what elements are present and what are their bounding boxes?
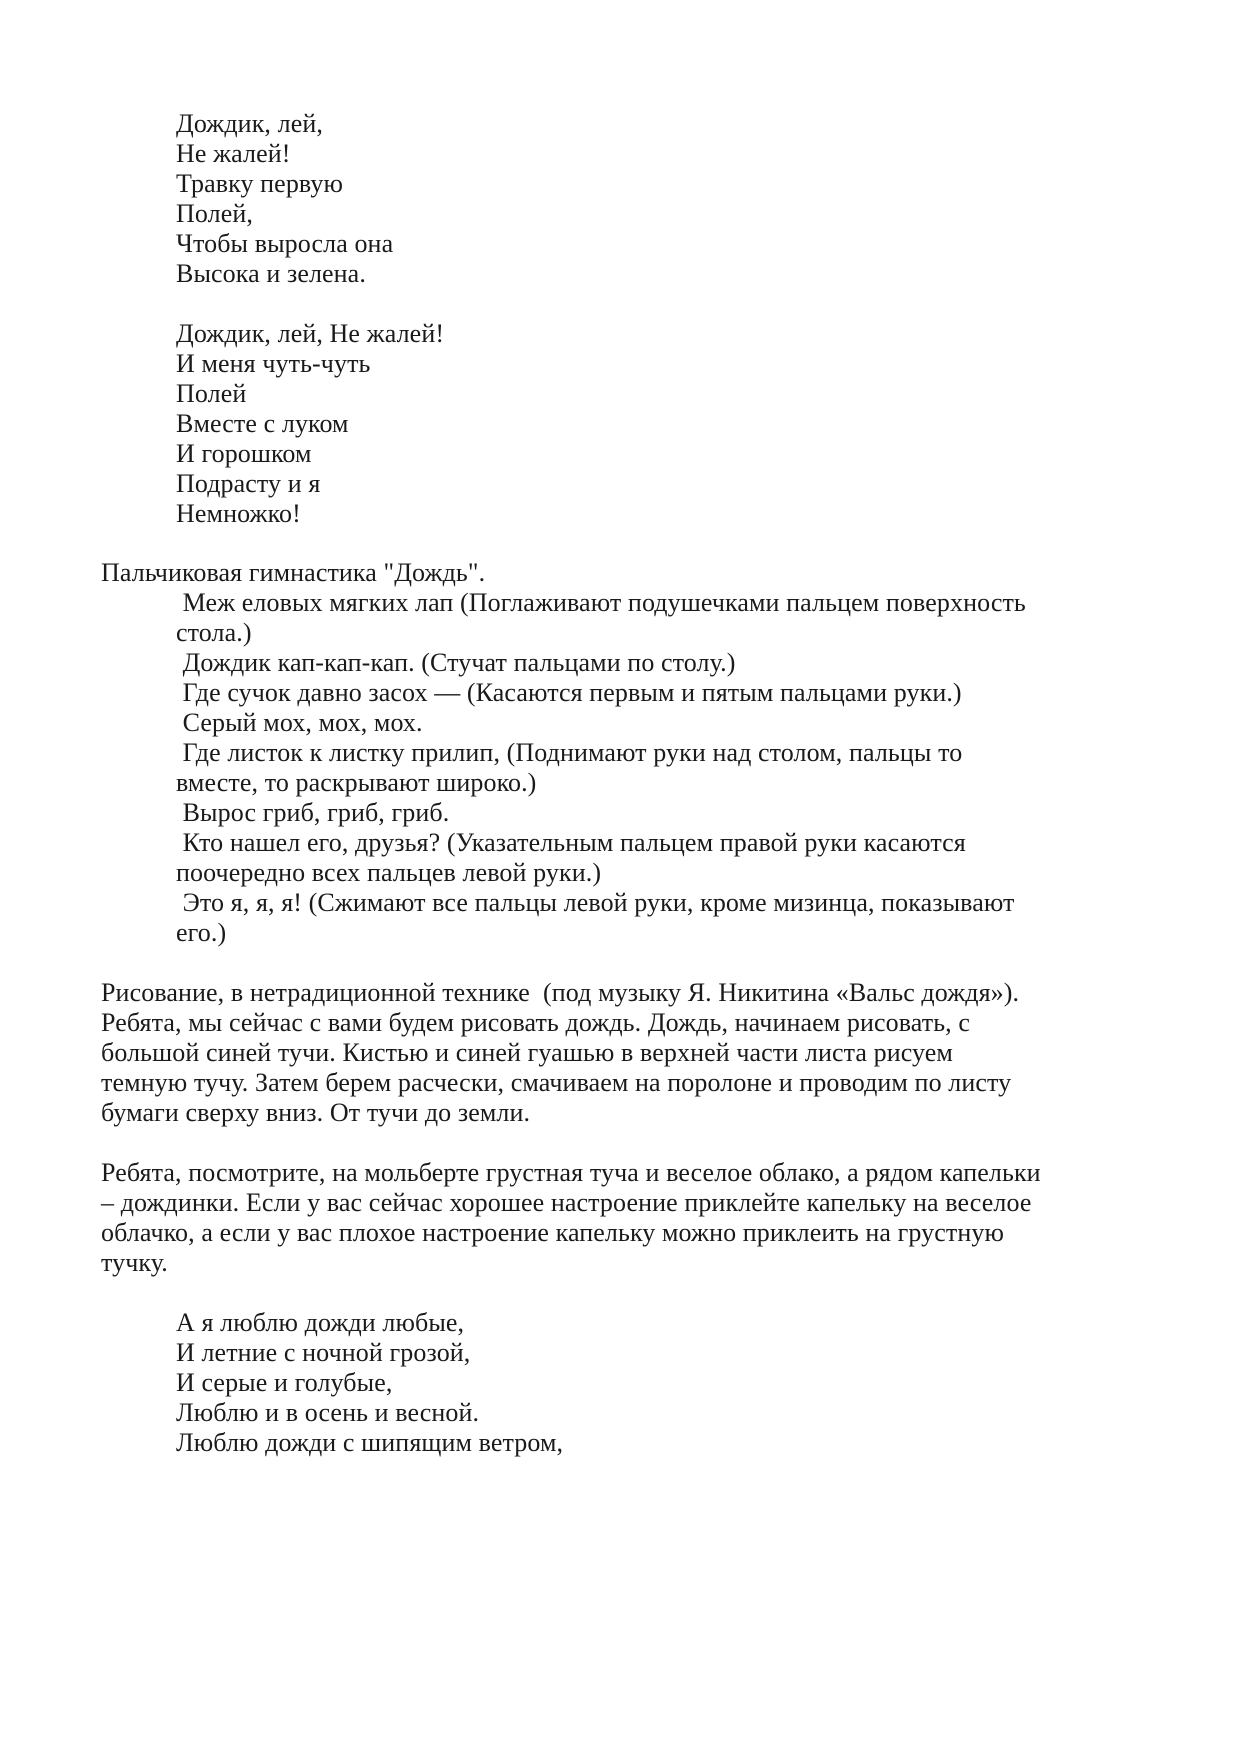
gymnastics-line: Серый мох, мох, мох.	[176, 708, 423, 737]
poem1-line: Высока и зелена.	[176, 259, 366, 288]
poem1-line: Травку первую	[176, 169, 344, 198]
gymnastics-title: Пальчиковая гимнастика "Дождь".	[101, 558, 486, 587]
poem1-line: Чтобы выросла она	[176, 229, 394, 258]
mood-paragraph-line: – дождинки. Если у вас сейчас хорошее настроение приклейте капельку на веселое	[101, 1188, 1032, 1217]
drawing-paragraph-line: темную тучу. Затем берем расчески, смачиваем на поролоне и проводим по листу	[101, 1068, 1012, 1097]
gymnastics-line: Дождик кап-кап-кап. (Стучат пальцами по столу.)	[176, 648, 736, 677]
gymnastics-line: его.)	[176, 918, 227, 947]
gymnastics-line: Где листок к листку прилип, (Поднимают руки над столом, пальцы то	[176, 738, 963, 767]
poem2-line: Люблю дожди с шипящим ветром,	[176, 1428, 564, 1457]
poem1-line: И горошком	[176, 439, 312, 468]
drawing-paragraph-line: Рисование, в нетрадиционной технике (под музыку Я. Никитина «Вальс дождя»).	[101, 978, 1020, 1007]
mood-paragraph-line: Ребята, посмотрите, на мольберте грустная туча и веселое облако, а рядом капельки	[101, 1158, 1041, 1187]
poem2-line: А я люблю дожди любые,	[176, 1308, 465, 1337]
drawing-paragraph-line: Ребята, мы сейчас с вами будем рисовать дождь. Дождь, начинаем рисовать, с	[101, 1008, 971, 1037]
gymnastics-line: вместе, то раскрывают широко.)	[176, 768, 537, 797]
poem1-line: Вместе с луком	[176, 409, 349, 438]
poem1-line: Полей,	[176, 199, 253, 228]
poem1-line: И меня чуть-чуть	[176, 349, 371, 378]
gymnastics-line: Меж еловых мягких лап (Поглаживают подушечками пальцем поверхность	[176, 588, 1026, 617]
poem2-line: Люблю и в осень и весной.	[176, 1398, 480, 1427]
gymnastics-line: Вырос гриб, гриб, гриб.	[176, 798, 450, 827]
poem2-line: И серые и голубые,	[176, 1368, 393, 1397]
mood-paragraph-line: облачко, а если у вас плохое настроение капельку можно приклеить на грустную	[101, 1218, 1005, 1247]
poem1-line: Немножко!	[176, 499, 301, 528]
gymnastics-line: Это я, я, я! (Сжимают все пальцы левой руки, кроме мизинца, показывают	[176, 888, 1015, 917]
poem1-line: Не жалей!	[176, 139, 291, 168]
poem1-line: Дождик, лей,	[176, 109, 323, 138]
gymnastics-line: поочередно всех пальцев левой руки.)	[176, 858, 602, 887]
poem2-line: И летние с ночной грозой,	[176, 1338, 471, 1367]
poem1-line: Подрасту и я	[176, 469, 321, 498]
gymnastics-line: стола.)	[176, 618, 252, 647]
drawing-paragraph-line: большой синей тучи. Кистью и синей гуашью в верхней части листа рисуем	[101, 1038, 953, 1067]
poem1-line: Полей	[176, 379, 247, 408]
mood-paragraph-line: тучку.	[101, 1248, 168, 1277]
gymnastics-line: Где сучок давно засох — (Касаются первым и пятым пальцами руки.)	[176, 678, 962, 707]
poem1-line: Дождик, лей, Не жалей!	[176, 319, 445, 348]
drawing-paragraph-line: бумаги сверху вниз. От тучи до земли.	[101, 1098, 531, 1127]
gymnastics-line: Кто нашел его, друзья? (Указательным пальцем правой руки касаются	[176, 828, 966, 857]
